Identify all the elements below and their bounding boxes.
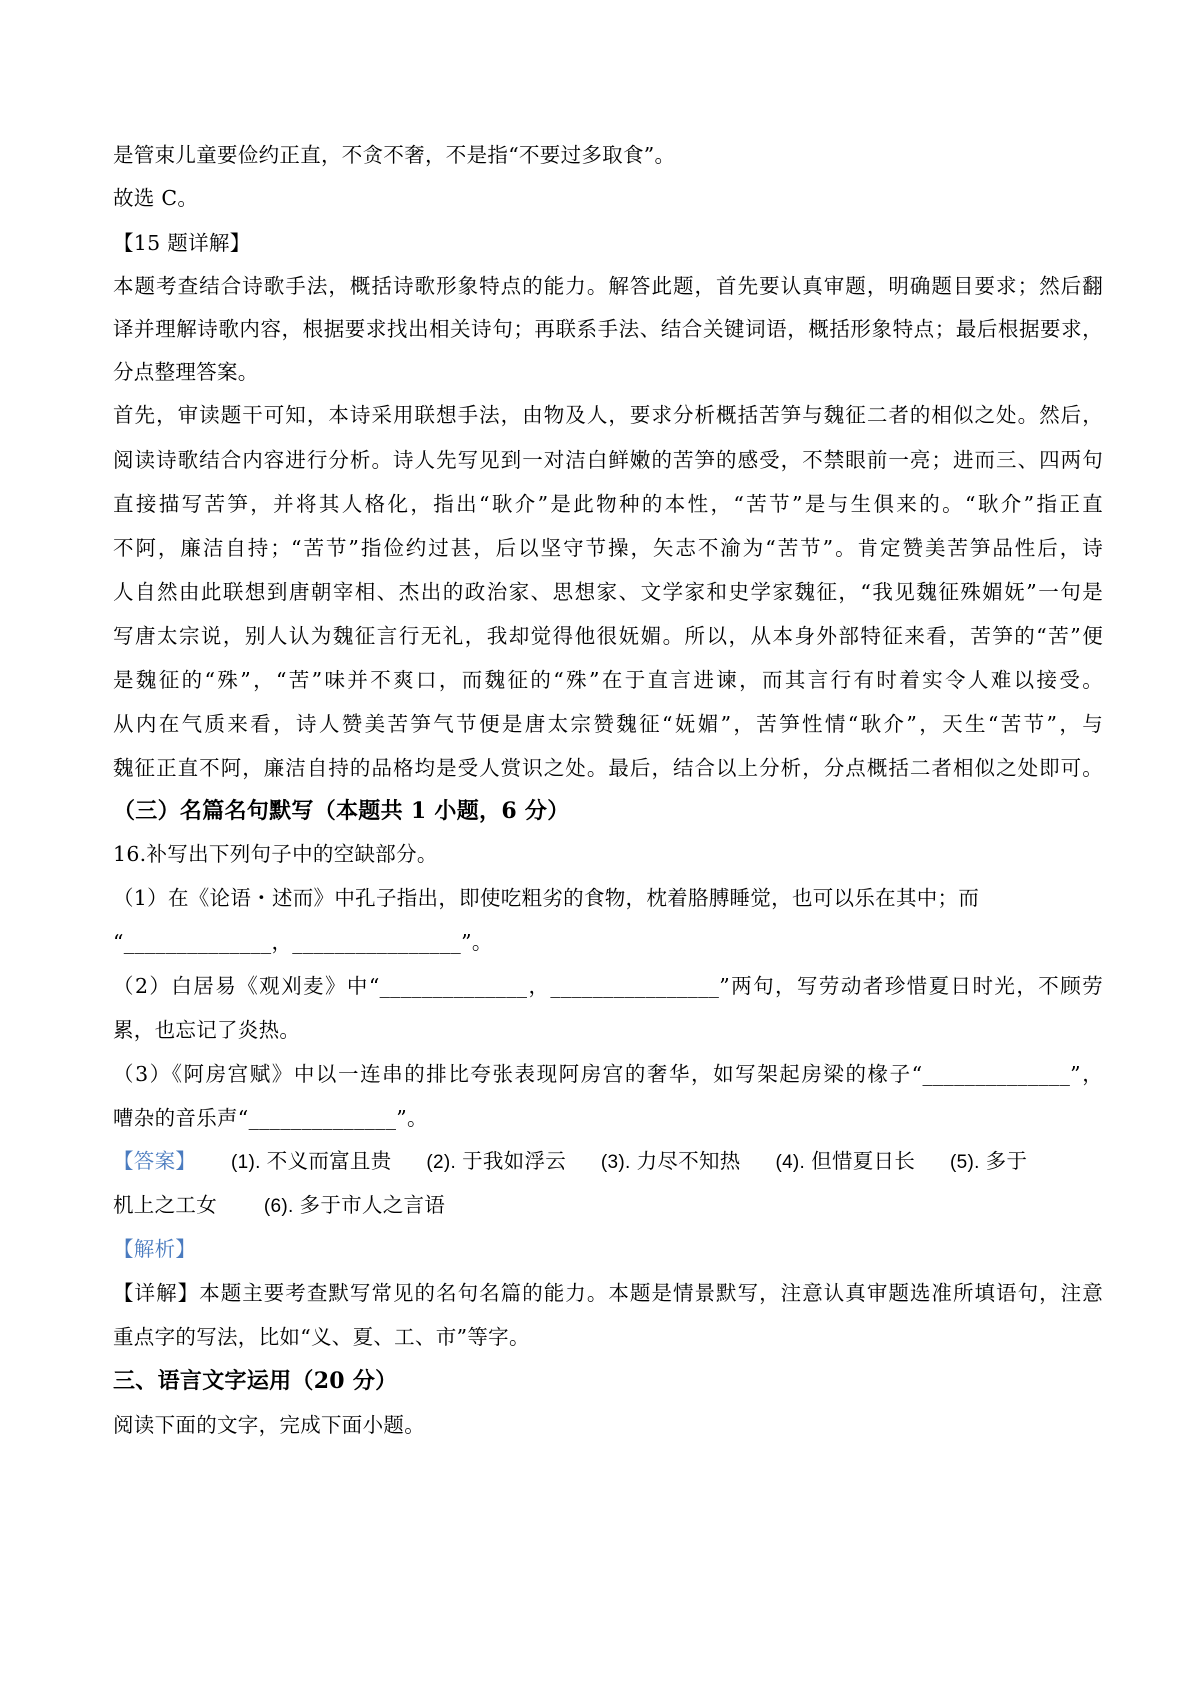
analysis-line: 重点字的写法，比如“义、夏、工、市”等字。 [113,1325,530,1349]
analysis-line: 【详解】本题主要考查默写常见的名句名篇的能力。本题是情景默写，注意认真审题选准所填语句，注意 [113,1281,1103,1305]
answer-item: (6). 多于市人之言语 [263,1193,446,1217]
answer-item: (1). 不义而富且贵 [231,1149,392,1173]
paragraph-line: 是魏征的“殊”，“苦”味并不爽口，而魏征的“殊”在于直言进谏，而其言行有时着实令人难以接受。 [113,668,1103,692]
paragraph-line: 译并理解诗歌内容，根据要求找出相关诗句；再联系手法、结合关键词语，概括形象特点；最后根据要求， [113,317,1103,341]
paragraph-line: 本题考查结合诗歌手法，概括诗歌形象特点的能力。解答此题，首先要认真审题，明确题目要求；然后翻 [113,274,1103,298]
instruction-line: 阅读下面的文字，完成下面小题。 [113,1413,425,1437]
answer-label: 【答案】 [113,1149,197,1173]
answer-item: (4). 但惜夏日长 [775,1149,916,1173]
paragraph-line: 人自然由此联想到唐朝宰相、杰出的政治家、思想家、文学家和史学家魏征，“我见魏征殊媚妩”一句是 [113,580,1103,604]
paragraph-line: 不阿，廉洁自持；“苦节”指俭约过甚，后以坚守节操，矢志不渝为“苦节”。肯定赞美苦笋品性后，诗 [113,536,1103,560]
paragraph-line: 阅读诗歌结合内容进行分析。诗人先写见到一对洁白鲜嫩的苦笋的感受，不禁眼前一亮；进而三、四两句 [113,448,1103,472]
answer-item: (2). 于我如浮云 [426,1149,567,1173]
paragraph-line: 是管束儿童要俭约正直，不贪不奢，不是指“不要过多取食”。 [113,143,676,167]
paragraph-line: 首先，审读题干可知，本诗采用联想手法，由物及人，要求分析概括苦笋与魏征二者的相似之处。然后， [113,403,1103,427]
paragraph-line: 魏征正直不阿，廉洁自持的品格均是受人赏识之处。最后，结合以上分析，分点概括二者相似之处即可。 [113,756,1103,780]
question-item-1-blanks: “______________，________________”。 [113,930,493,954]
question-item-2-cont: 累，也忘记了炎热。 [113,1018,301,1042]
paragraph-line: 分点整理答案。 [113,360,259,384]
answer-continuation: 机上之工女 [113,1193,217,1217]
answer-row-1 [113,1147,1103,1177]
conclusion-line: 故选 C。 [113,186,199,210]
paragraph-line: 从内在气质来看，诗人赞美苦笋气节便是唐太宗赞魏征“妩媚”，苦笋性情“耿介”，天生“苦节”，与 [113,712,1103,736]
answer-row-2 [113,1191,1103,1221]
paragraph-line: 直接描写苦笋，并将其人格化，指出“耿介”是此物种的本性，“苦节”是与生俱来的。“耿介”指正直 [113,492,1103,516]
section-heading: 三、语言文字运用（20 分） [113,1368,398,1394]
question-item-2: （2）白居易《观刈麦》中“______________，________________”两句，写劳动者珍惜夏日时光，不顾劳 [113,974,1103,998]
question-item-3-cont: 嘈杂的音乐声“______________”。 [113,1106,428,1130]
paragraph-line: 写唐太宗说，别人认为魏征言行无礼，我却觉得他很妩媚。所以，从本身外部特征来看，苦笋的“苦”便 [113,624,1103,648]
answer-item: (3). 力尽不知热 [600,1149,741,1173]
question-title: 16.补写出下列句子中的空缺部分。 [113,842,438,866]
question-item-1: （1）在《论语・述而》中孔子指出，即使吃粗劣的食物，枕着胳膊睡觉，也可以乐在其中；而 [113,886,980,910]
analysis-label: 【解析】 [113,1237,197,1261]
answer-item: (5). 多于 [949,1149,1028,1173]
section-heading: （三）名篇名句默写（本题共 1 小题，6 分） [113,798,570,824]
question-item-3: （3）《阿房宫赋》中以一连串的排比夸张表现阿房宫的奢华，如写架起房梁的椽子“______________”， [113,1062,1103,1086]
section-label-q15: 【15 题详解】 [113,231,251,255]
